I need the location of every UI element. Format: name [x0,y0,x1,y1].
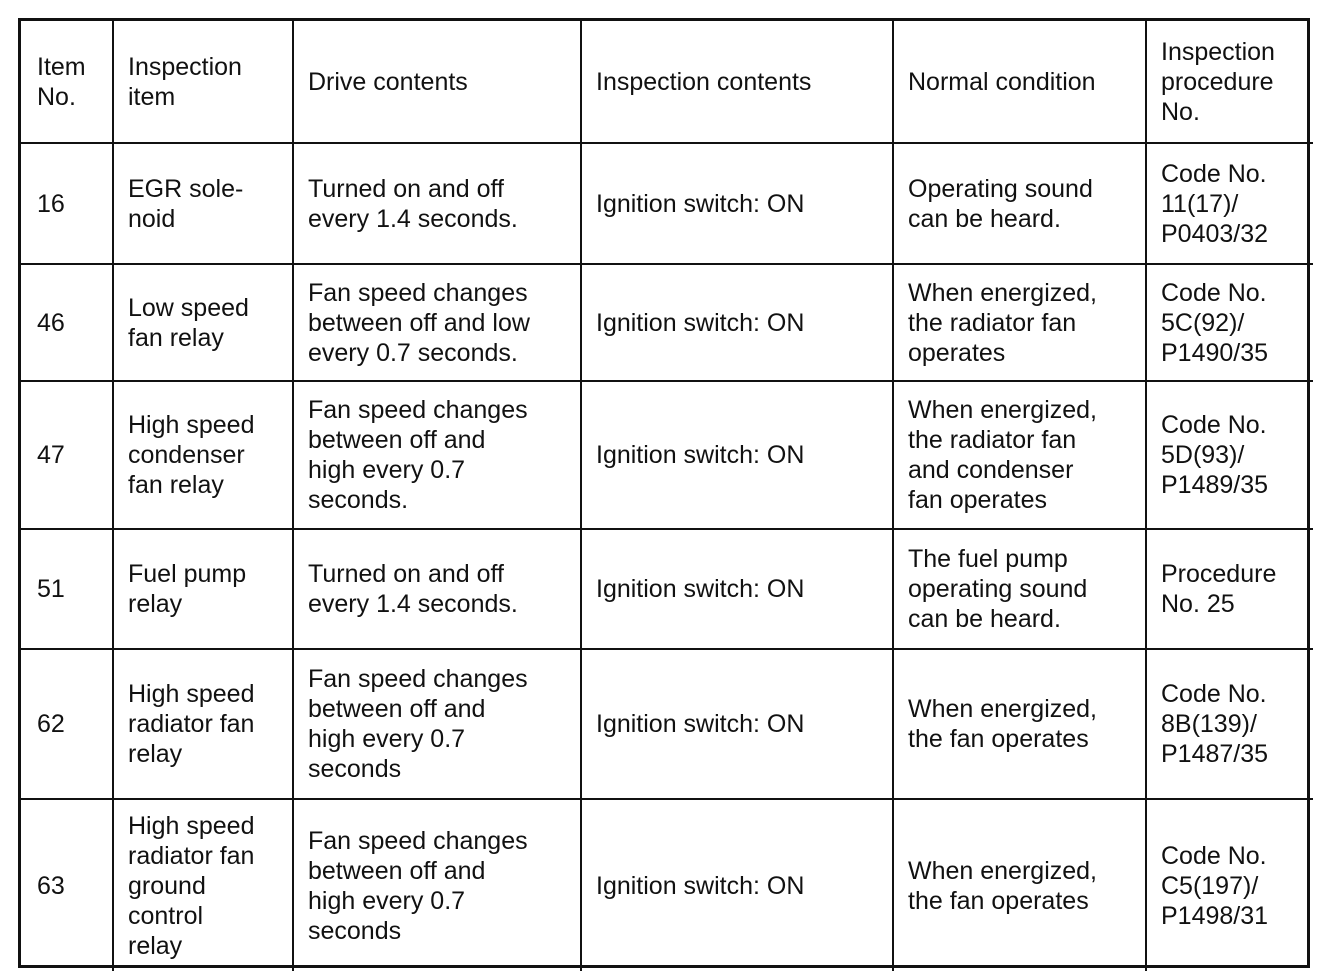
cell-normal-condition: Operating sound can be heard. [893,143,1146,264]
header-item-no: Item No. [21,21,113,143]
cell-inspection-item: High speed radiator fan relay [113,649,293,799]
cell-drive-contents: Fan speed changes between off and low every 0.7 seconds. [293,264,581,381]
cell-item-no: 62 [21,649,113,799]
header-inspection-contents: Inspection contents [581,21,893,143]
cell-inspection-contents: Ignition switch: ON [581,264,893,381]
header-procedure-no: Inspection procedure No. [1146,21,1313,143]
cell-drive-contents: Turned on and off every 1.4 seconds. [293,529,581,649]
table-row [21,799,1313,971]
header-drive-contents: Drive contents [293,21,581,143]
cell-inspection-contents: Ignition switch: ON [581,381,893,529]
cell-inspection-contents: Ignition switch: ON [581,143,893,264]
cell-item-no: 16 [21,143,113,264]
cell-item-no: 51 [21,529,113,649]
cell-procedure-no: Code No. 11(17)/ P0403/32 [1146,143,1313,264]
cell-normal-condition: When energized, the fan operates [893,799,1146,971]
inspection-table-sheet [18,18,1310,968]
table-row [21,381,1313,529]
cell-procedure-no: Code No. C5(197)/ P1498/31 [1146,799,1313,971]
cell-normal-condition: The fuel pump operating sound can be heard. [893,529,1146,649]
table-row [21,143,1313,264]
cell-inspection-item: High speed condenser fan relay [113,381,293,529]
cell-drive-contents: Fan speed changes between off and high every 0.7 seconds [293,799,581,971]
cell-item-no: 63 [21,799,113,971]
cell-procedure-no: Code No. 5D(93)/ P1489/35 [1146,381,1313,529]
cell-inspection-item: Fuel pump relay [113,529,293,649]
cell-normal-condition: When energized, the radiator fan and condenser fan operates [893,381,1146,529]
cell-normal-condition: When energized, the radiator fan operates [893,264,1146,381]
cell-item-no: 46 [21,264,113,381]
header-normal-condition: Normal condition [893,21,1146,143]
cell-inspection-item: EGR sole- noid [113,143,293,264]
table-header-row [21,21,1313,143]
cell-inspection-contents: Ignition switch: ON [581,649,893,799]
cell-procedure-no: Procedure No. 25 [1146,529,1313,649]
cell-item-no: 47 [21,381,113,529]
table-row [21,264,1313,381]
cell-inspection-contents: Ignition switch: ON [581,799,893,971]
cell-procedure-no: Code No. 8B(139)/ P1487/35 [1146,649,1313,799]
table-row [21,649,1313,799]
cell-inspection-contents: Ignition switch: ON [581,529,893,649]
cell-procedure-no: Code No. 5C(92)/ P1490/35 [1146,264,1313,381]
header-inspection-item: Inspection item [113,21,293,143]
table-row [21,529,1313,649]
cell-inspection-item: Low speed fan relay [113,264,293,381]
cell-drive-contents: Turned on and off every 1.4 seconds. [293,143,581,264]
cell-drive-contents: Fan speed changes between off and high every 0.7 seconds [293,649,581,799]
cell-inspection-item: High speed radiator fan ground control relay [113,799,293,971]
cell-normal-condition: When energized, the fan operates [893,649,1146,799]
actuator-test-table [21,21,1313,971]
cell-drive-contents: Fan speed changes between off and high every 0.7 seconds. [293,381,581,529]
